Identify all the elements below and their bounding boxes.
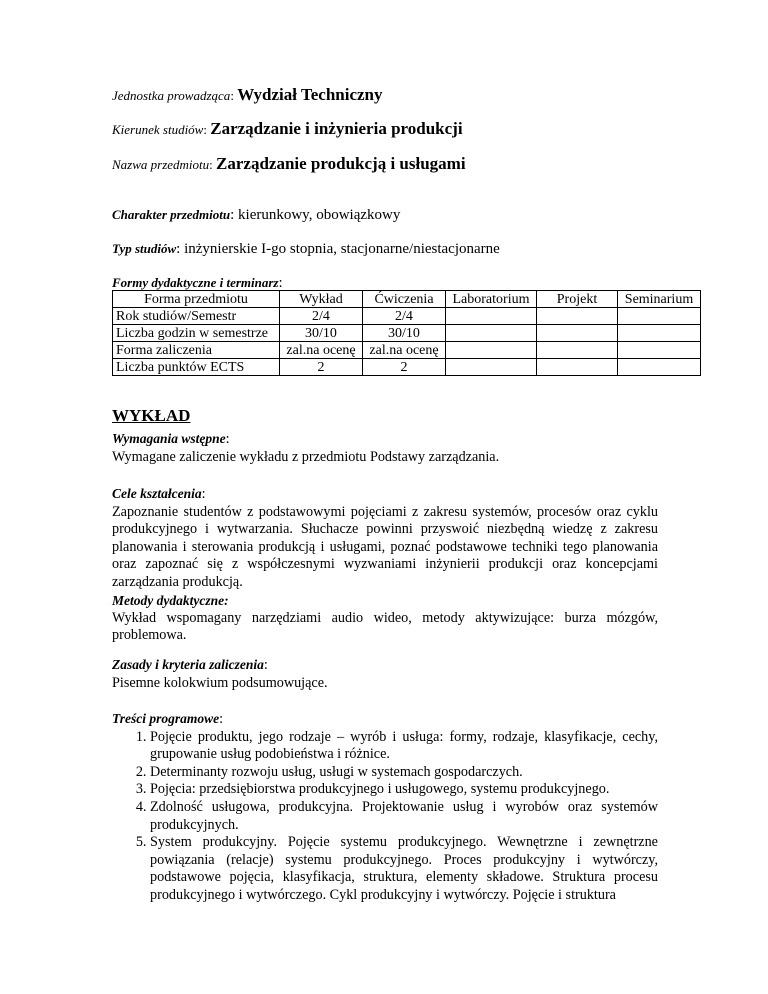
forms-table xyxy=(112,290,701,376)
methods-label: Metody dydaktyczne: xyxy=(112,593,229,608)
table-row xyxy=(113,342,701,359)
study-type-label: Typ studiów xyxy=(112,241,177,256)
prereq-block: Wymagania wstępne: Wymagane zaliczenie wykładu z przedmiotu Podstawy zarządzania. xyxy=(112,430,658,466)
goals-block: Cele kształcenia: Zapoznanie studentów z podstawowymi pojęciami z zakresu systemów, procesów oraz cyklu produkcyjnego i wytwarzania. Słuchacze powinni przyswoić niezbędną wiedzę z zakresu planowania i sterowania produkcją i usługami, poznać podstawowe techniki tego planowania oraz zapoznać się z współczesnymi wyzwaniami inżynierii produkcji oraz koncepcjami zarządzania produkcją. xyxy=(112,486,658,590)
table-header-cell: Projekt xyxy=(537,291,618,308)
table-cell xyxy=(446,359,537,376)
table-cell xyxy=(537,308,618,325)
table-cell: 2/4 xyxy=(280,308,363,325)
unit-label: Jednostka prowadząca xyxy=(112,88,231,103)
list-item: 2. Determinanty rozwoju usług, usługi w systemach gospodarczych. xyxy=(150,764,658,782)
table-cell xyxy=(618,359,701,376)
prereq-text: Wymagane zaliczenie wykładu z przedmiotu Podstawy zarządzania. xyxy=(112,448,500,465)
goals-label: Cele kształcenia xyxy=(112,486,202,501)
table-cell xyxy=(618,342,701,359)
unit-value: Wydział Techniczny xyxy=(237,85,383,104)
table-cell xyxy=(618,325,701,342)
criteria-label: Zasady i kryteria zaliczenia xyxy=(112,657,264,672)
table-row xyxy=(113,325,701,342)
field-line: Kierunek studiów: Zarządzanie i inżynieria produkcji xyxy=(112,119,463,138)
subject-label: Nazwa przedmiotu xyxy=(112,157,210,172)
table-cell xyxy=(446,325,537,342)
criteria-text: Pisemne kolokwium podsumowujące. xyxy=(112,674,328,691)
table-cell: 30/10 xyxy=(280,325,363,342)
table-cell xyxy=(537,359,618,376)
character-label: Charakter przedmiotu xyxy=(112,207,231,222)
table-cell xyxy=(537,342,618,359)
content-list xyxy=(112,729,658,905)
content-block: Treści programowe: 1. Pojęcie produktu, jego rodzaje – wyrób i usługa: formy, rodzaje, klasyfikacje, cechy, grupowanie usług podobieństwa i różnice. 2. Determinanty rozwoju usług, usługi w systemach gospodarczych. 3. Pojęcia: przedsiębiorstwa produkcyjnego i usługowego, systemu produkcyjnego. 4. Zdolność usługowa, produkcyjna. Projektowanie usług i wyrobów oraz systemów produkcyjnych. 5. System produkcyjny. Pojęcie systemu produkcyjnego. Wewnętrzne i zewnętrzne powiązania (relacje) systemu produkcyjnego. Proces produkcyjny i wytwórczy, podstawowe pojęcia, klasyfikacja, struktura, elementy składowe. Struktura procesu produkcyjnego i wytwórczego. Cykl produkcyjny i wytwórczy. Pojęcie i struktura xyxy=(112,710,658,905)
subject-value: Zarządzanie produkcją i usługami xyxy=(216,154,466,173)
table-header-cell: Wykład xyxy=(280,291,363,308)
table-cell: 2/4 xyxy=(363,308,446,325)
table-cell: Liczba godzin w semestrze xyxy=(113,325,280,342)
list-item: 1. Pojęcie produktu, jego rodzaje – wyrób i usługa: formy, rodzaje, klasyfikacje, cechy, grupowanie usług podobieństwa i różnice. xyxy=(150,729,658,764)
table-header-cell: Seminarium xyxy=(618,291,701,308)
table-row xyxy=(113,308,701,325)
study-type-line: Typ studiów: inżynierskie I-go stopnia, stacjonarne/niestacjonarne xyxy=(112,241,500,257)
forms-label: Formy dydaktyczne i terminarz xyxy=(112,275,279,290)
table-cell: zal.na ocenę xyxy=(363,342,446,359)
table-header-row xyxy=(113,291,701,308)
content-label: Treści programowe xyxy=(112,711,220,726)
field-label: Kierunek studiów xyxy=(112,122,204,137)
character-line: Charakter przedmiotu: kierunkowy, obowiązkowy xyxy=(112,207,401,223)
study-type-value: inżynierskie I-go stopnia, stacjonarne/niestacjonarne xyxy=(184,241,500,257)
table-header-cell: Ćwiczenia xyxy=(363,291,446,308)
table-row xyxy=(113,359,701,376)
field-value: Zarządzanie i inżynieria produkcji xyxy=(210,119,463,138)
prereq-label: Wymagania wstępne xyxy=(112,431,226,446)
goals-text: Zapoznanie studentów z podstawowymi pojęciami z zakresu systemów, procesów oraz cyklu produkcyjnego i wytwarzania. Słuchacze powinni przyswoić niezbędną wiedzę z zakresu planowania i sterowania produkcją i usługami, poznać podstawowe techniki tego planowania oraz zapoznać się z współczesnymi wyzwaniami inżynierii produkcji oraz koncepcjami zarządzania produkcją. xyxy=(112,503,658,590)
table-cell: 30/10 xyxy=(363,325,446,342)
table-cell xyxy=(618,308,701,325)
table-cell: Forma zaliczenia xyxy=(113,342,280,359)
forms-heading: Formy dydaktyczne i terminarz: xyxy=(112,275,283,291)
table-cell xyxy=(446,308,537,325)
character-value: kierunkowy, obowiązkowy xyxy=(238,207,401,223)
list-item: 3. Pojęcia: przedsiębiorstwa produkcyjnego i usługowego, systemu produkcyjnego. xyxy=(150,781,658,799)
criteria-block: Zasady i kryteria zaliczenia: Pisemne kolokwium podsumowujące. xyxy=(112,656,658,692)
table-cell: 2 xyxy=(363,359,446,376)
list-item: 5. System produkcyjny. Pojęcie systemu produkcyjnego. Wewnętrzne i zewnętrzne powiązania (relacje) systemu produkcyjnego. Proces produkcyjny i wytwórczy, podstawowe pojęcia, klasyfikacja, struktura, elementy składowe. Struktura procesu produkcyjnego i wytwórczego. Cykl produkcyjny i wytwórczy. Pojęcie i struktura xyxy=(150,834,658,904)
methods-block xyxy=(112,592,658,645)
table-cell xyxy=(537,325,618,342)
subject-line: Nazwa przedmiotu: Zarządzanie produkcją i usługami xyxy=(112,154,466,173)
unit-line: Jednostka prowadząca: Wydział Techniczny xyxy=(112,85,383,104)
methods-text: Wykład wspomagany narzędziami audio wideo, metody aktywizujące: burza mózgów, problemowa. xyxy=(112,609,658,644)
table-cell: Rok studiów/Semestr xyxy=(113,308,280,325)
table-cell: 2 xyxy=(280,359,363,376)
lecture-title: WYKŁAD xyxy=(112,406,191,425)
table-header-cell: Forma przedmiotu xyxy=(113,291,280,308)
table-header-cell: Laboratorium xyxy=(446,291,537,308)
table-cell: zal.na ocenę xyxy=(280,342,363,359)
list-item: 4. Zdolność usługowa, produkcyjna. Projektowanie usług i wyrobów oraz systemów produkcyjnych. xyxy=(150,799,658,834)
table-cell: Liczba punktów ECTS xyxy=(113,359,280,376)
table-cell xyxy=(446,342,537,359)
